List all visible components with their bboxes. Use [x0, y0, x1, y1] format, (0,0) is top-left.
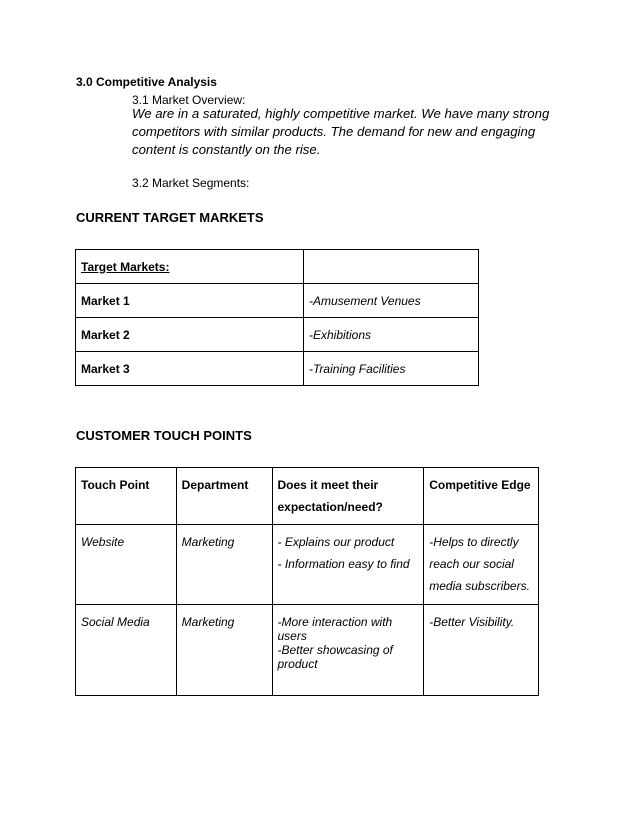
table-row [76, 605, 539, 696]
touch-point-name: Website [76, 525, 177, 605]
meets-need-line: -More interaction with [277, 615, 393, 629]
market-name: Market 2 [76, 318, 304, 352]
competitive-edge-line: media subscribers. [429, 579, 530, 593]
competitive-edge-cell [424, 525, 539, 605]
section-heading: 3.0 Competitive Analysis [76, 75, 217, 89]
market-segments-label: 3.2 Market Segments: [132, 176, 250, 190]
competitive-edge-cell [424, 605, 539, 696]
department-name: Marketing [176, 525, 272, 605]
market-value: -Amusement Venues [304, 284, 479, 318]
target-markets-table [75, 249, 479, 386]
market-value: -Training Facilities [304, 352, 479, 386]
touch-point-name: Social Media [76, 605, 177, 696]
meets-need-cell [272, 605, 424, 696]
department-name: Marketing [176, 605, 272, 696]
table-cell-empty [304, 250, 479, 284]
table-row [76, 250, 479, 284]
meets-need-line: - Explains our product [277, 535, 395, 549]
meets-need-line: - Information easy to find [277, 557, 410, 571]
market-name: Market 3 [76, 352, 304, 386]
table-row [76, 352, 479, 386]
target-markets-header: Target Markets: [76, 250, 304, 284]
table-row [76, 525, 539, 605]
table-row [76, 284, 479, 318]
column-header-meets-need: Does it meet their expectation/need? [272, 468, 424, 525]
meets-need-line: users [277, 629, 307, 643]
meets-need-line: -Better showcasing of [277, 643, 393, 657]
meets-need-line: product [277, 657, 318, 671]
market-value: -Exhibitions [304, 318, 479, 352]
market-name: Market 1 [76, 284, 304, 318]
market-overview-text: We are in a saturated, highly competitive market. We have many strong competitors with similar products. The demand for new and engaging content is constantly on the rise. [132, 106, 550, 157]
meets-need-cell [272, 525, 424, 605]
competitive-edge-line: -Helps to directly [429, 535, 519, 549]
touch-points-title: CUSTOMER TOUCH POINTS [76, 428, 252, 443]
competitive-edge-line: reach our social [429, 557, 514, 571]
table-header-row [76, 468, 539, 525]
column-header-competitive-edge: Competitive Edge [424, 468, 539, 525]
market-overview-label: 3.1 Market Overview: [132, 93, 246, 107]
competitive-edge-line: -Better Visibility. [429, 615, 515, 629]
column-header-touch-point: Touch Point [76, 468, 177, 525]
touch-points-table [75, 467, 539, 696]
table-row [76, 318, 479, 352]
target-markets-title: CURRENT TARGET MARKETS [76, 210, 264, 225]
column-header-department: Department [176, 468, 272, 525]
